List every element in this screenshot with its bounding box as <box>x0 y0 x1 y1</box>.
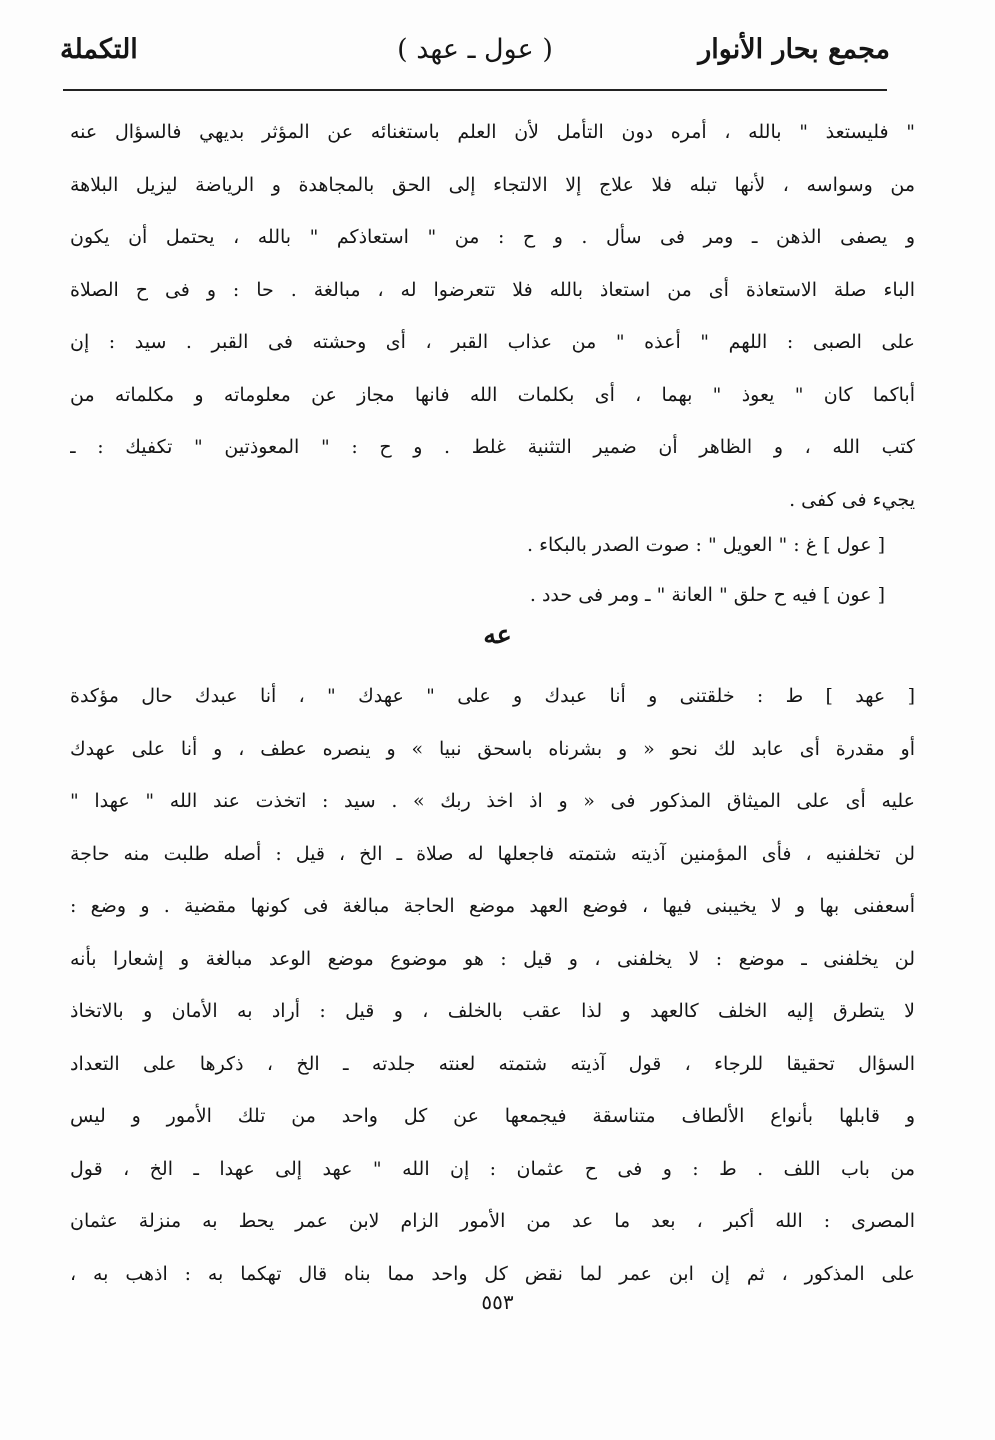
text-line: أباكما كان " يعوذ " بهما ، أى بكلمات الله فانها مجاز عن معلوماته و مكلماته من <box>70 383 915 406</box>
text-line: الباء صلة الاستعاذة أى من استعاذ بالله فلا تتعرضوا له ، مبالغة . حا : و فى ح الصلاة <box>70 278 915 301</box>
entries-awl-awn <box>260 520 885 620</box>
text-line: لا يتطرق إليه الخلف كالعهد و لذا عقب بالخلف ، و قيل : أراد به الأمان و بالاتخاذ <box>70 1000 915 1022</box>
paragraph-istiadha <box>70 106 915 526</box>
text-line: أو مقدرة أى عابد لك نحو « و بشرناه باسحق نبيا » و ينصره عطف ، و أنا على عهدك <box>70 737 915 760</box>
paragraph-ahd <box>70 670 915 1300</box>
text-line: لن يخلفنى ـ موضع : لا يخلفنى ، و قيل : هو موضوع موضع الوعد مبالغة و إشعارا بأنه <box>70 947 915 970</box>
header-rule <box>63 89 887 91</box>
text-line: من وسواسه ، لأنها تبله فلا علاج إلا الالتجاء إلى الحق بالمجاهدة و الرياضة ليزيل البلاهة <box>70 173 915 196</box>
text-line: أسعفنى بها و لا يخيبنى فيها ، فوضع العهد موضع الحاجة مبالغة فى كونها مقضية . و وضع : <box>70 895 915 917</box>
text-line: على المذكور ، ثم إن ابن عمر لما نقض كل واحد مما بناه قال تهكما به : اذهب به ، <box>70 1262 915 1285</box>
section-heading: عه <box>483 620 512 649</box>
text-line: " فليستعذ " بالله ، أمره دون التأمل لأن العلم باستغنائه عن المؤثر بديهي فالسؤال عنه <box>70 121 915 143</box>
text-line: و يصفى الذهن ـ ومر فى سأل . و ح : من " استعاذكم " بالله ، يحتمل أن يكون <box>70 226 915 248</box>
text-line: كتب الله ، و الظاهر أن ضمير التثنية غلط . و ح : " المعوذتين " تكفيك : ـ <box>70 436 915 458</box>
text-line: و قابلها بأنواع الألطاف متناسقة فيجمعها عن كل واحد من تلك الأمور و ليس <box>70 1105 915 1127</box>
text-line: على الصبى : اللهم " أعذه " من عذاب القبر ، أى وحشته فى القبر . سيد : إن <box>70 331 915 353</box>
text-line: عليه أى على الميثاق المذكور فى « و اذ اخذ ربك » . سيد : اتخذت عند الله " عهدا " <box>70 790 915 812</box>
text-line: السؤال تحقيقا للرجاء ، قول آذيته شتمته لعنته جلدته ـ الخ ، ذكرها على التعداد <box>70 1052 915 1075</box>
text-line: من باب اللف . ط : و فى ح عثمان : إن الله " عهد إلى عهدا ـ الخ ، قول <box>70 1157 915 1180</box>
text-line: [ عهد ] ط : خلقتنى و أنا عبدك و على " عهدك " ، أنا عبدك حال مؤكدة <box>70 685 915 707</box>
page-number: ٥٥٣ <box>481 1290 514 1314</box>
book-title: مجمع بحار الأنوار <box>698 34 890 65</box>
entry-awn: [ عون ] فيه ح حلق " العانة " ـ ومر فى حدد . <box>529 584 885 606</box>
entry-range: ( عول ـ عهد ) <box>397 34 553 65</box>
page-header <box>60 30 890 76</box>
volume-label: التكملة <box>60 34 138 65</box>
text-line: لن تخلفنيه ، فأى المؤمنين آذيته شتمته فاجعلها له صلاة ـ الخ ، قيل : أصله طلبت منه حاجة <box>70 842 915 865</box>
text-line: يجيء فى كفى . <box>789 488 915 511</box>
text-line: المصرى : الله أكبر ، بعد ما عد من الأمور الزام لابن عمر يحط به منزلة عثمان <box>70 1210 915 1232</box>
entry-awl: [ عول ] غ : " العويل " : صوت الصدر بالبكاء . <box>527 534 885 556</box>
